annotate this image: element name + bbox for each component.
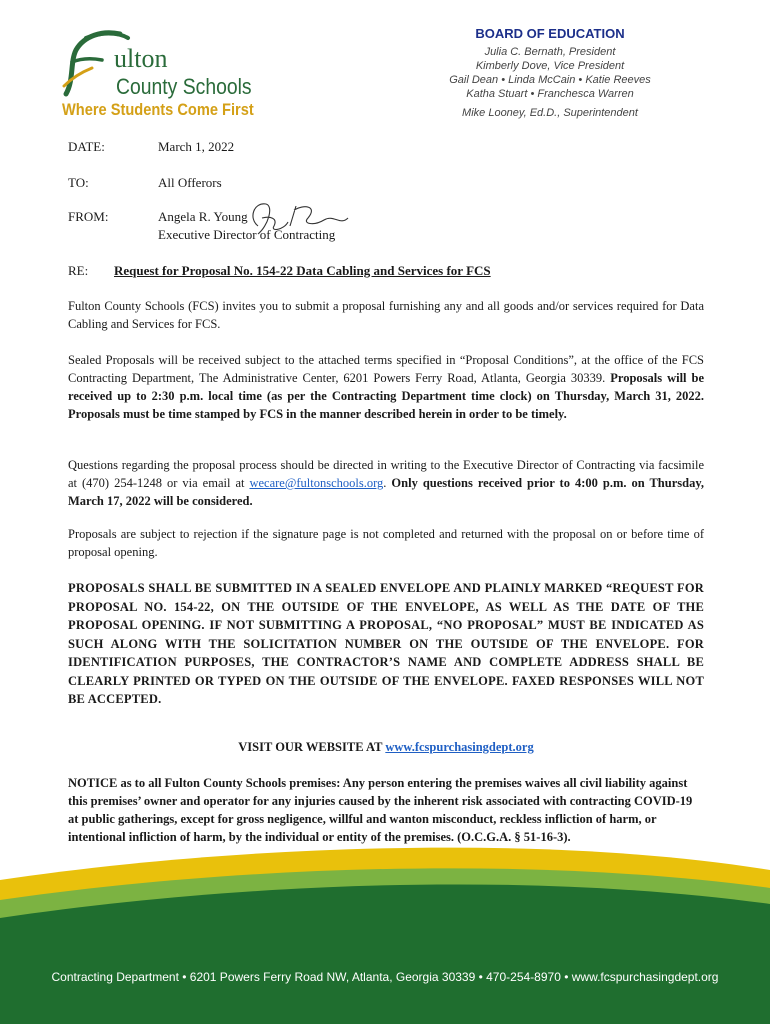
- sealed-proposals-text: Sealed Proposals will be received subject to the attached terms specified in “Proposal Conditions”, at the office of the FCS Contracting Department, The Administrative Center, 6201 Powers Ferry Road, Atlanta, Georgia 30339.: [68, 353, 704, 385]
- logo-name-line2: County Schools: [116, 74, 252, 99]
- footer-address: Contracting Department • 6201 Powers Ferry Road NW, Atlanta, Georgia 30339 • 470-254-8970 • www.fcspurchasingdept.org: [51, 970, 719, 984]
- email-link[interactable]: wecare@fultonschools.org: [249, 476, 384, 490]
- fcs-logo: [62, 28, 262, 124]
- board-member-line: Gail Dean • Linda McCain • Katie Reeves: [449, 74, 651, 86]
- signature: [244, 196, 354, 247]
- covid-notice: NOTICE as to all Fulton County Schools premises: Any person entering the premises waives all civil liability against this premises’ owner and operator for any injuries caused by the inherent risk associated with contracting COVID-19 at public gatherings, except for gross negligence, willful and wanton misconduct, reckless infliction of harm, or intentional infliction of harm, by the individual or entity of the premises. (O.C.G.A. § 51-16-3).: [68, 776, 693, 844]
- from-name: Angela R. Young: [158, 209, 248, 224]
- re-subject: Request for Proposal No. 154-22 Data Cabling and Services for FCS: [114, 263, 491, 278]
- to-value: All Offerors: [158, 175, 222, 190]
- sealed-proposals-deadline: Proposals will be received up to 2:30 p.m. local time (as per the Contracting Department time clock) on Thursday, March 31, 2022. Proposals must be time stamped by FCS in the manner described herein in order to be timely.: [68, 371, 704, 421]
- questions-text: Questions regarding the proposal process should be directed in writing to the Executive Director of Contracting via facsimile at (470) 254-1248 or via email at: [68, 458, 704, 490]
- paragraph-intro: Fulton County Schools (FCS) invites you to submit a proposal furnishing any and all goods and/or services required for Data Cabling and Services for FCS.: [68, 299, 704, 331]
- from-label: FROM:: [68, 209, 109, 224]
- paragraph-rejection: Proposals are subject to rejection if the signature page is not completed and returned with the proposal on or before time of proposal opening.: [68, 527, 704, 559]
- footer-swoosh: [0, 840, 770, 1024]
- date-label: DATE:: [68, 139, 105, 154]
- paragraph-sealed-proposals: [68, 351, 704, 423]
- board-of-education: [420, 26, 680, 119]
- questions-deadline: Only questions received prior to 4:00 p.m. on Thursday, March 17, 2022 will be considered.: [68, 476, 705, 508]
- board-member-line: Julia C. Bernath, President: [484, 46, 616, 58]
- website-link[interactable]: www.fcspurchasingdept.org: [385, 740, 534, 754]
- visit-text: VISIT OUR WEBSITE AT: [238, 740, 383, 754]
- visit-website: [68, 740, 704, 755]
- board-member-line: Kimberly Dove, Vice President: [475, 60, 625, 72]
- paragraph-questions: Questions regarding the proposal process should be directed in writing to the Executive Director of Contracting via facsimile at (470) 254-1248 or via email at wecare@fultonschools.org. Only questions received prior to 4:00 p.m. on Thursday, March 17, 2022 will be considered.: [68, 458, 705, 508]
- footer-banner: [0, 840, 770, 1024]
- date-value: March 1, 2022: [158, 139, 235, 154]
- board-member-line: Katha Stuart • Franchesca Warren: [466, 88, 634, 100]
- from-title: Executive Director of Contracting: [158, 227, 336, 242]
- logo-tagline: Where Students Come First: [62, 100, 254, 119]
- superintendent: Mike Looney, Ed.D., Superintendent: [462, 107, 638, 119]
- logo-name-line1: ulton: [114, 44, 168, 73]
- re-label: RE:: [68, 263, 89, 278]
- to-label: TO:: [68, 175, 89, 190]
- paragraph-submission-instructions: PROPOSALS SHALL BE SUBMITTED IN A SEALED ENVELOPE AND PLAINLY MARKED “REQUEST FOR PROPOSAL NO. 154-22, ON THE OUTSIDE OF THE ENVELOPE, AS WELL AS THE DATE OF THE PROPOSAL OPENING. IF NOT SUBMITTING A PROPOSAL, “NO PROPOSAL” MUST BE INDICATED AS SUCH ALONG WITH THE SOLICITATION NUMBER ON THE OUTSIDE OF THE ENVELOPE. FOR IDENTIFICATION PURPOSES, THE CONTRACTOR’S NAME AND COMPLETE ADDRESS SHALL BE CLEARLY PRINTED OR TYPED ON THE OUTSIDE OF THE ENVELOPE. FAXED RESPONSES WILL NOT BE ACCEPTED.: [68, 581, 704, 706]
- board-title: BOARD OF EDUCATION: [475, 26, 625, 41]
